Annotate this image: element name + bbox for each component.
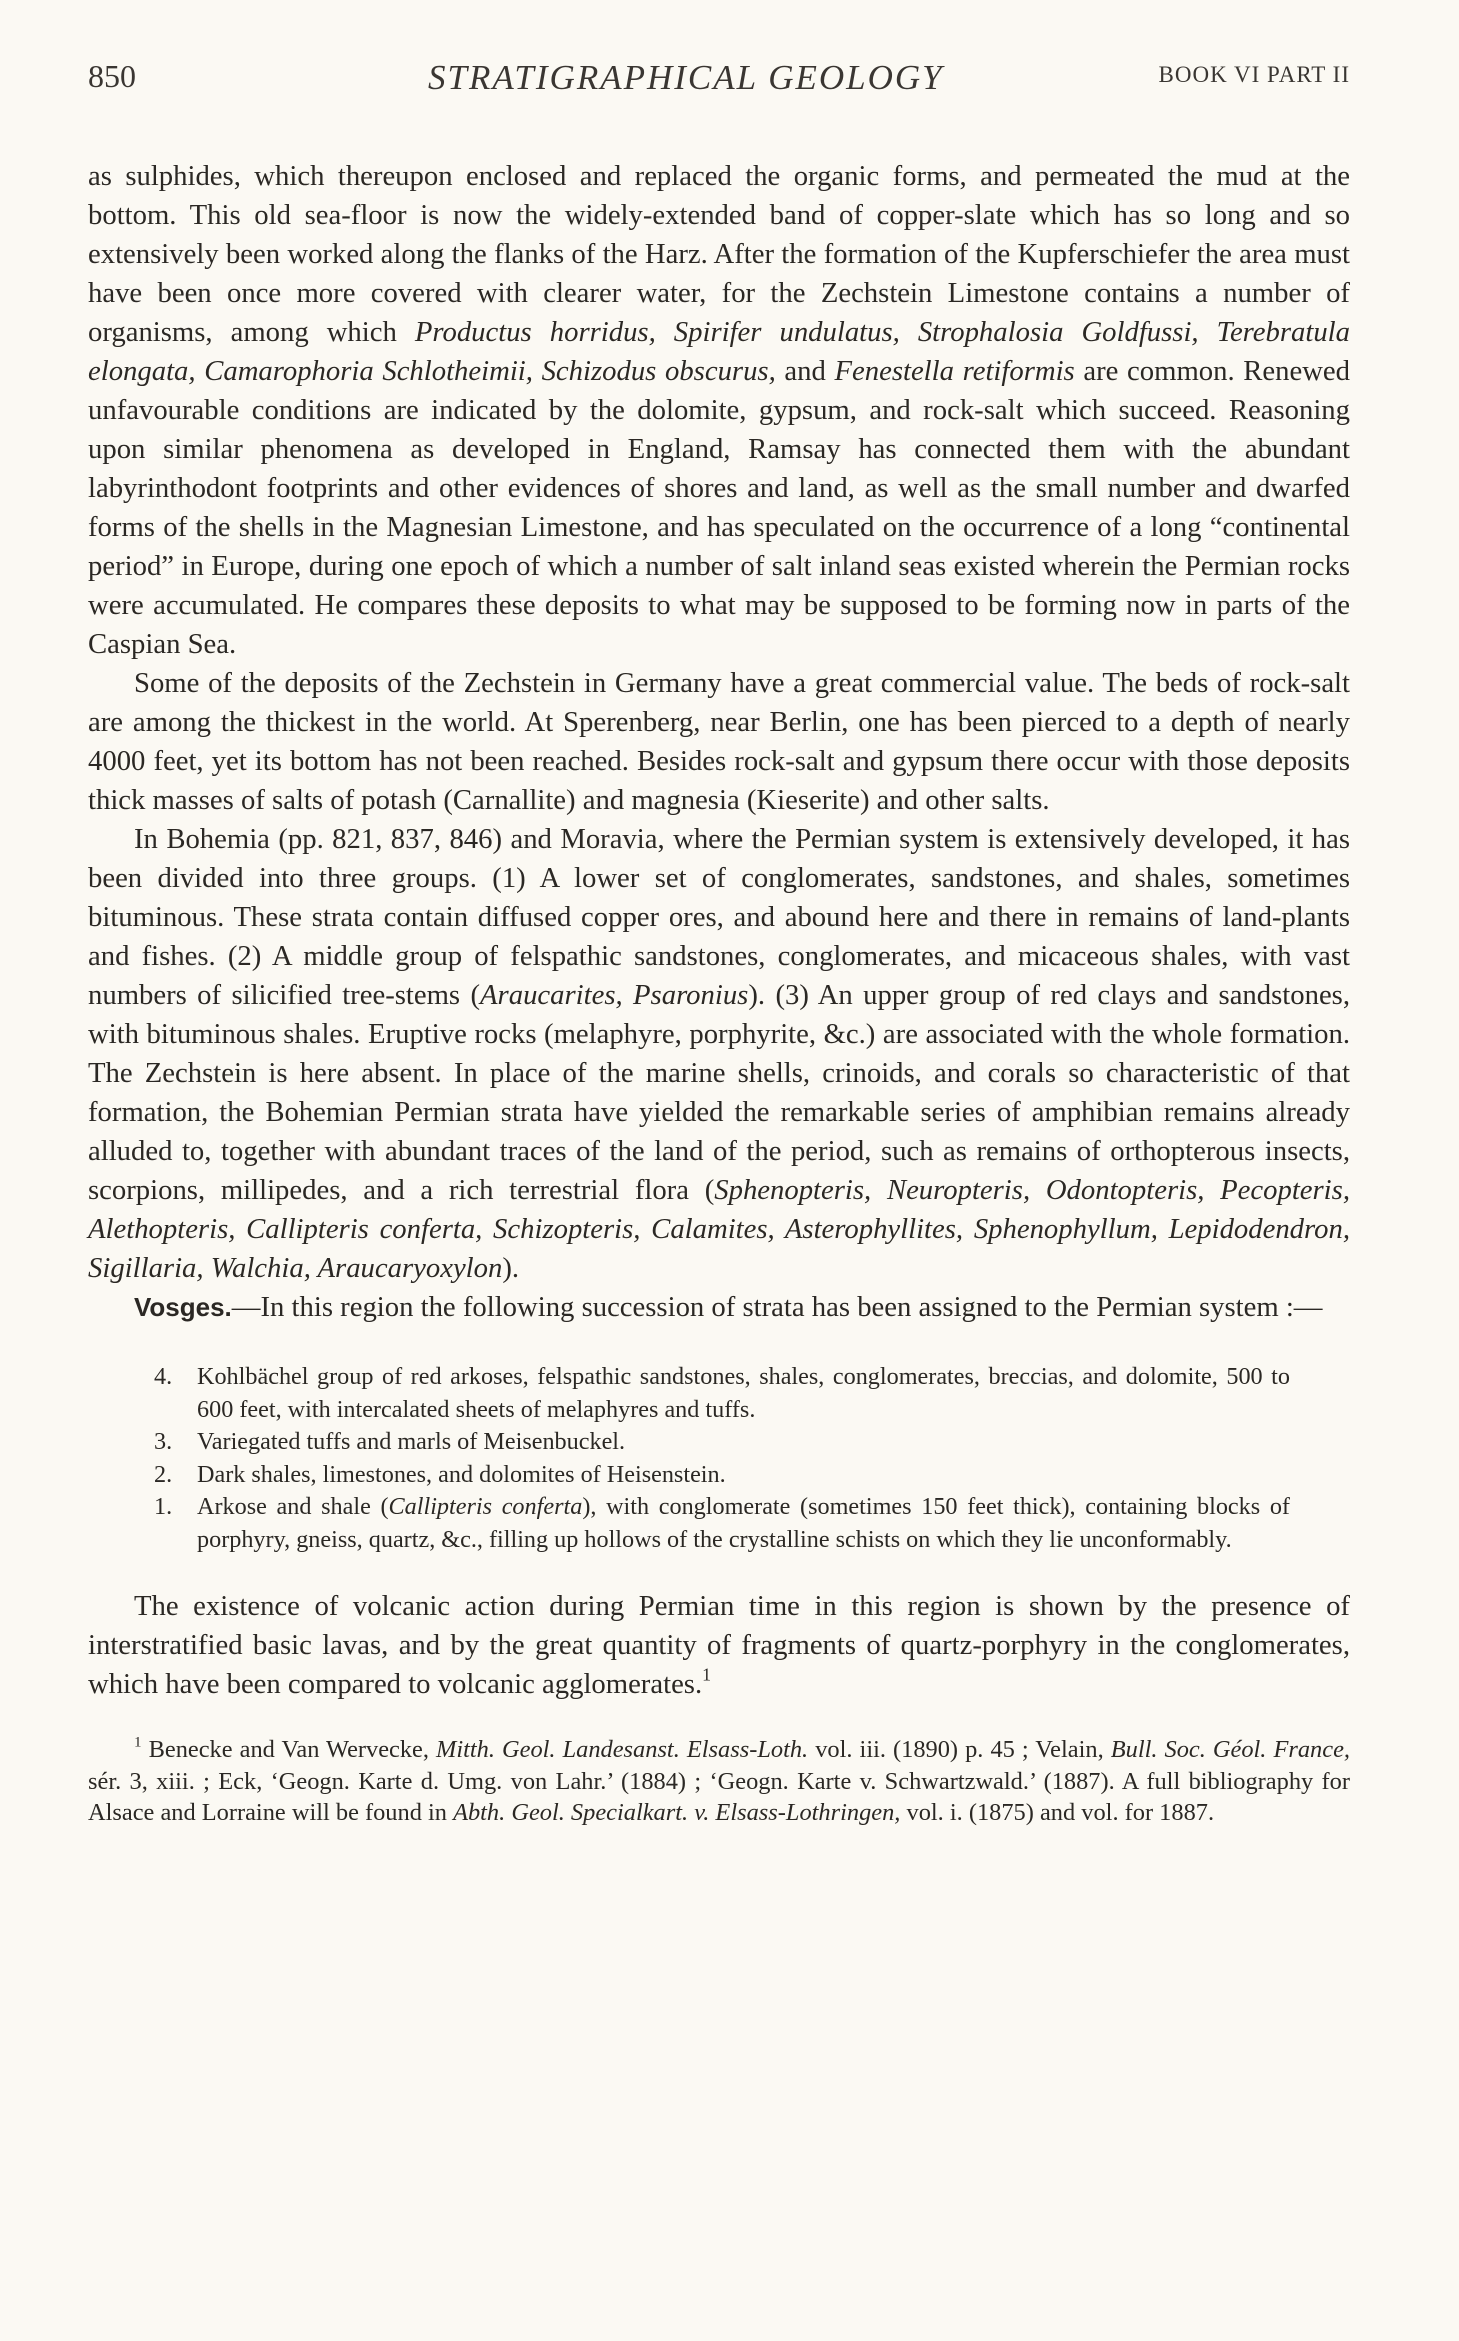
- species-names: Fenestella retiformis: [834, 355, 1075, 387]
- text-run: —In this region the following succession of strata has been assigned to the Permian system :—: [231, 1291, 1323, 1323]
- footnote-text: [88, 1734, 1350, 1829]
- text-run: In Bohemia (pp. 821, 837, 846) and Moravia, where the Permian system is extensively developed, it has been divided into three groups. (1) A lower set of conglomerates, sandstones, and shales, sometimes bituminous. These strata contain diffused copper ores, and abound here and there in remains of land-plants and fishes. (2) A middle group of felspathic sandstones, conglomerates, and micaceous shales, with vast numbers of silicified tree-stems (: [88, 823, 1350, 1011]
- list-number: 2.: [154, 1460, 173, 1488]
- running-header: [88, 58, 1350, 108]
- book-part-label: BOOK VI PART II: [1158, 62, 1350, 87]
- list-text: Arkose and shale (: [197, 1493, 389, 1520]
- running-title: STRATIGRAPHICAL GEOLOGY: [428, 58, 944, 97]
- text-run: vol. iii. (1890) p. 45 ; Velain,: [808, 1736, 1111, 1763]
- paragraph-bohemia: [88, 820, 1350, 1288]
- species-names: Callipteris conferta: [388, 1493, 583, 1520]
- footnote: [88, 1734, 1350, 1829]
- list-item: [88, 1361, 1350, 1426]
- text-run: sér. 3, xiii. ; Eck, ‘Geogn. Karte d. Umg. von Lahr.’ (1884) ; ‘Geogn. Karte v. Schwartzwald.’ (1887). A full bibliography for Alsace and Lorraine will be found in: [88, 1767, 1350, 1826]
- citation-title: Abth. Geol. Specialkart. v. Elsass-Lothringen,: [453, 1799, 901, 1826]
- paragraph-zechstein-deposits: Some of the deposits of the Zechstein in Germany have a great commercial value. The beds of rock-salt are among the thickest in the world. At Sperenberg, near Berlin, one has been pierced to a depth of nearly 4000 feet, yet its bottom has not been reached. Besides rock-salt and gypsum there occur with those deposits thick masses of salts of potash (Carnallite) and magnesia (Kieserite) and other salts.: [88, 667, 1350, 816]
- list-number: 1.: [154, 1493, 173, 1520]
- page-number: 850: [88, 58, 136, 94]
- list-number: 4.: [154, 1363, 173, 1390]
- list-item: [88, 1491, 1350, 1556]
- text-run: Benecke and Van Wervecke,: [141, 1736, 437, 1763]
- section-heading-vosges: Vosges.: [134, 1292, 232, 1322]
- strata-list: [88, 1361, 1350, 1556]
- text-run: as sulphides, which thereupon enclosed and replaced the organic forms, and permeated the mud at the bottom. This old sea-floor is now the widely-extended band of copper-slate which has so long and so extensively been worked along the flanks of the Harz. After the formation of the Kupferschiefer the area must have been once more covered with clearer water, for the Zechstein Limestone contains a number of organisms, among which: [88, 160, 1350, 348]
- main-text: [88, 157, 1350, 1704]
- text-run: and: [775, 355, 835, 387]
- text-run: ). (3) An upper group of red clays and sandstones, with bituminous shales. Eruptive rocks (melaphyre, porphyrite, &c.) are associated with the whole formation. The Zechstein is here absent. In place of the marine shells, crinoids, and corals so characteristic of that formation, the Bohemian Permian strata have yielded the remarkable series of amphibian remains already alluded to, together with abundant traces of the land of the period, such as remains of orthopterous insects, scorpions, millipedes, and a rich terrestrial flora (: [88, 979, 1351, 1206]
- text-run: ).: [502, 1252, 520, 1284]
- citation-title: Bull. Soc. Géol. France,: [1110, 1736, 1350, 1763]
- list-text: Dark shales, limestones, and dolomites of Heisenstein.: [197, 1460, 726, 1488]
- text-run: vol. i. (1875) and vol. for 1887.: [900, 1799, 1215, 1826]
- list-text: Variegated tuffs and marls of Meisenbuckel.: [197, 1428, 626, 1455]
- list-text: Kohlbächel group of red arkoses, felspathic sandstones, shales, conglomerates, breccias, and dolomite, 500 to 600 feet, with intercalated sheets of melaphyres and tuffs.: [197, 1363, 1290, 1423]
- species-names: Productus horridus, Spirifer undulatus, Strophalosia Goldfussi, Terebratula elongata, Camarophoria Schlotheimii, Schizodus obscurus,: [88, 316, 1350, 387]
- paragraph-zechstein-organisms: [88, 157, 1350, 664]
- list-number: 3.: [154, 1428, 173, 1455]
- text-run: The existence of volcanic action during Permian time in this region is shown by the presence of interstratified basic lavas, and by the great quantity of fragments of quartz-porphyry in the conglomerates, which have been compared to volcanic agglomerates.: [88, 1590, 1350, 1700]
- list-item: [88, 1426, 1350, 1459]
- paragraph-vosges: [88, 1288, 1350, 1327]
- citation-title: Mitth. Geol. Landesanst. Elsass-Loth.: [436, 1736, 809, 1763]
- footnote-mark: 1: [134, 1734, 142, 1751]
- species-names: Sphenopteris, Neuropteris, Odontopteris, Pecopteris, Alethopteris, Callipteris conferta, Schizopteris, Calamites, Asterophyllites, Sphenophyllum, Lepidodendron, Sigillaria, Walchia, Araucaryoxylon: [88, 1174, 1350, 1284]
- list-item: [88, 1459, 1350, 1492]
- text-run: are common. Renewed unfavourable conditions are indicated by the dolomite, gypsum, and rock-salt which succeed. Reasoning upon similar phenomena as developed in England, Ramsay has connected them with the abundant labyrinthodont footprints and other evidences of shores and land, as well as the small number and dwarfed forms of the shells in the Magnesian Limestone, and has speculated on the occurrence of a long “continental period” in Europe, during one epoch of which a number of salt inland seas existed wherein the Permian rocks were accumulated. He compares these deposits to what may be supposed to be forming now in parts of the Caspian Sea.: [88, 355, 1351, 660]
- footnote-reference[interactable]: 1: [702, 1664, 712, 1685]
- paragraph-volcanic: [88, 1587, 1350, 1704]
- list-text: ), with conglomerate (sometimes 150 feet thick), containing blocks of porphyry, gneiss, quartz, &c., filling up hollows of the crystalline schists on which they lie unconformably.: [197, 1493, 1290, 1553]
- species-names: Araucarites, Psaronius: [480, 979, 749, 1011]
- book-page: [88, 58, 1350, 1829]
